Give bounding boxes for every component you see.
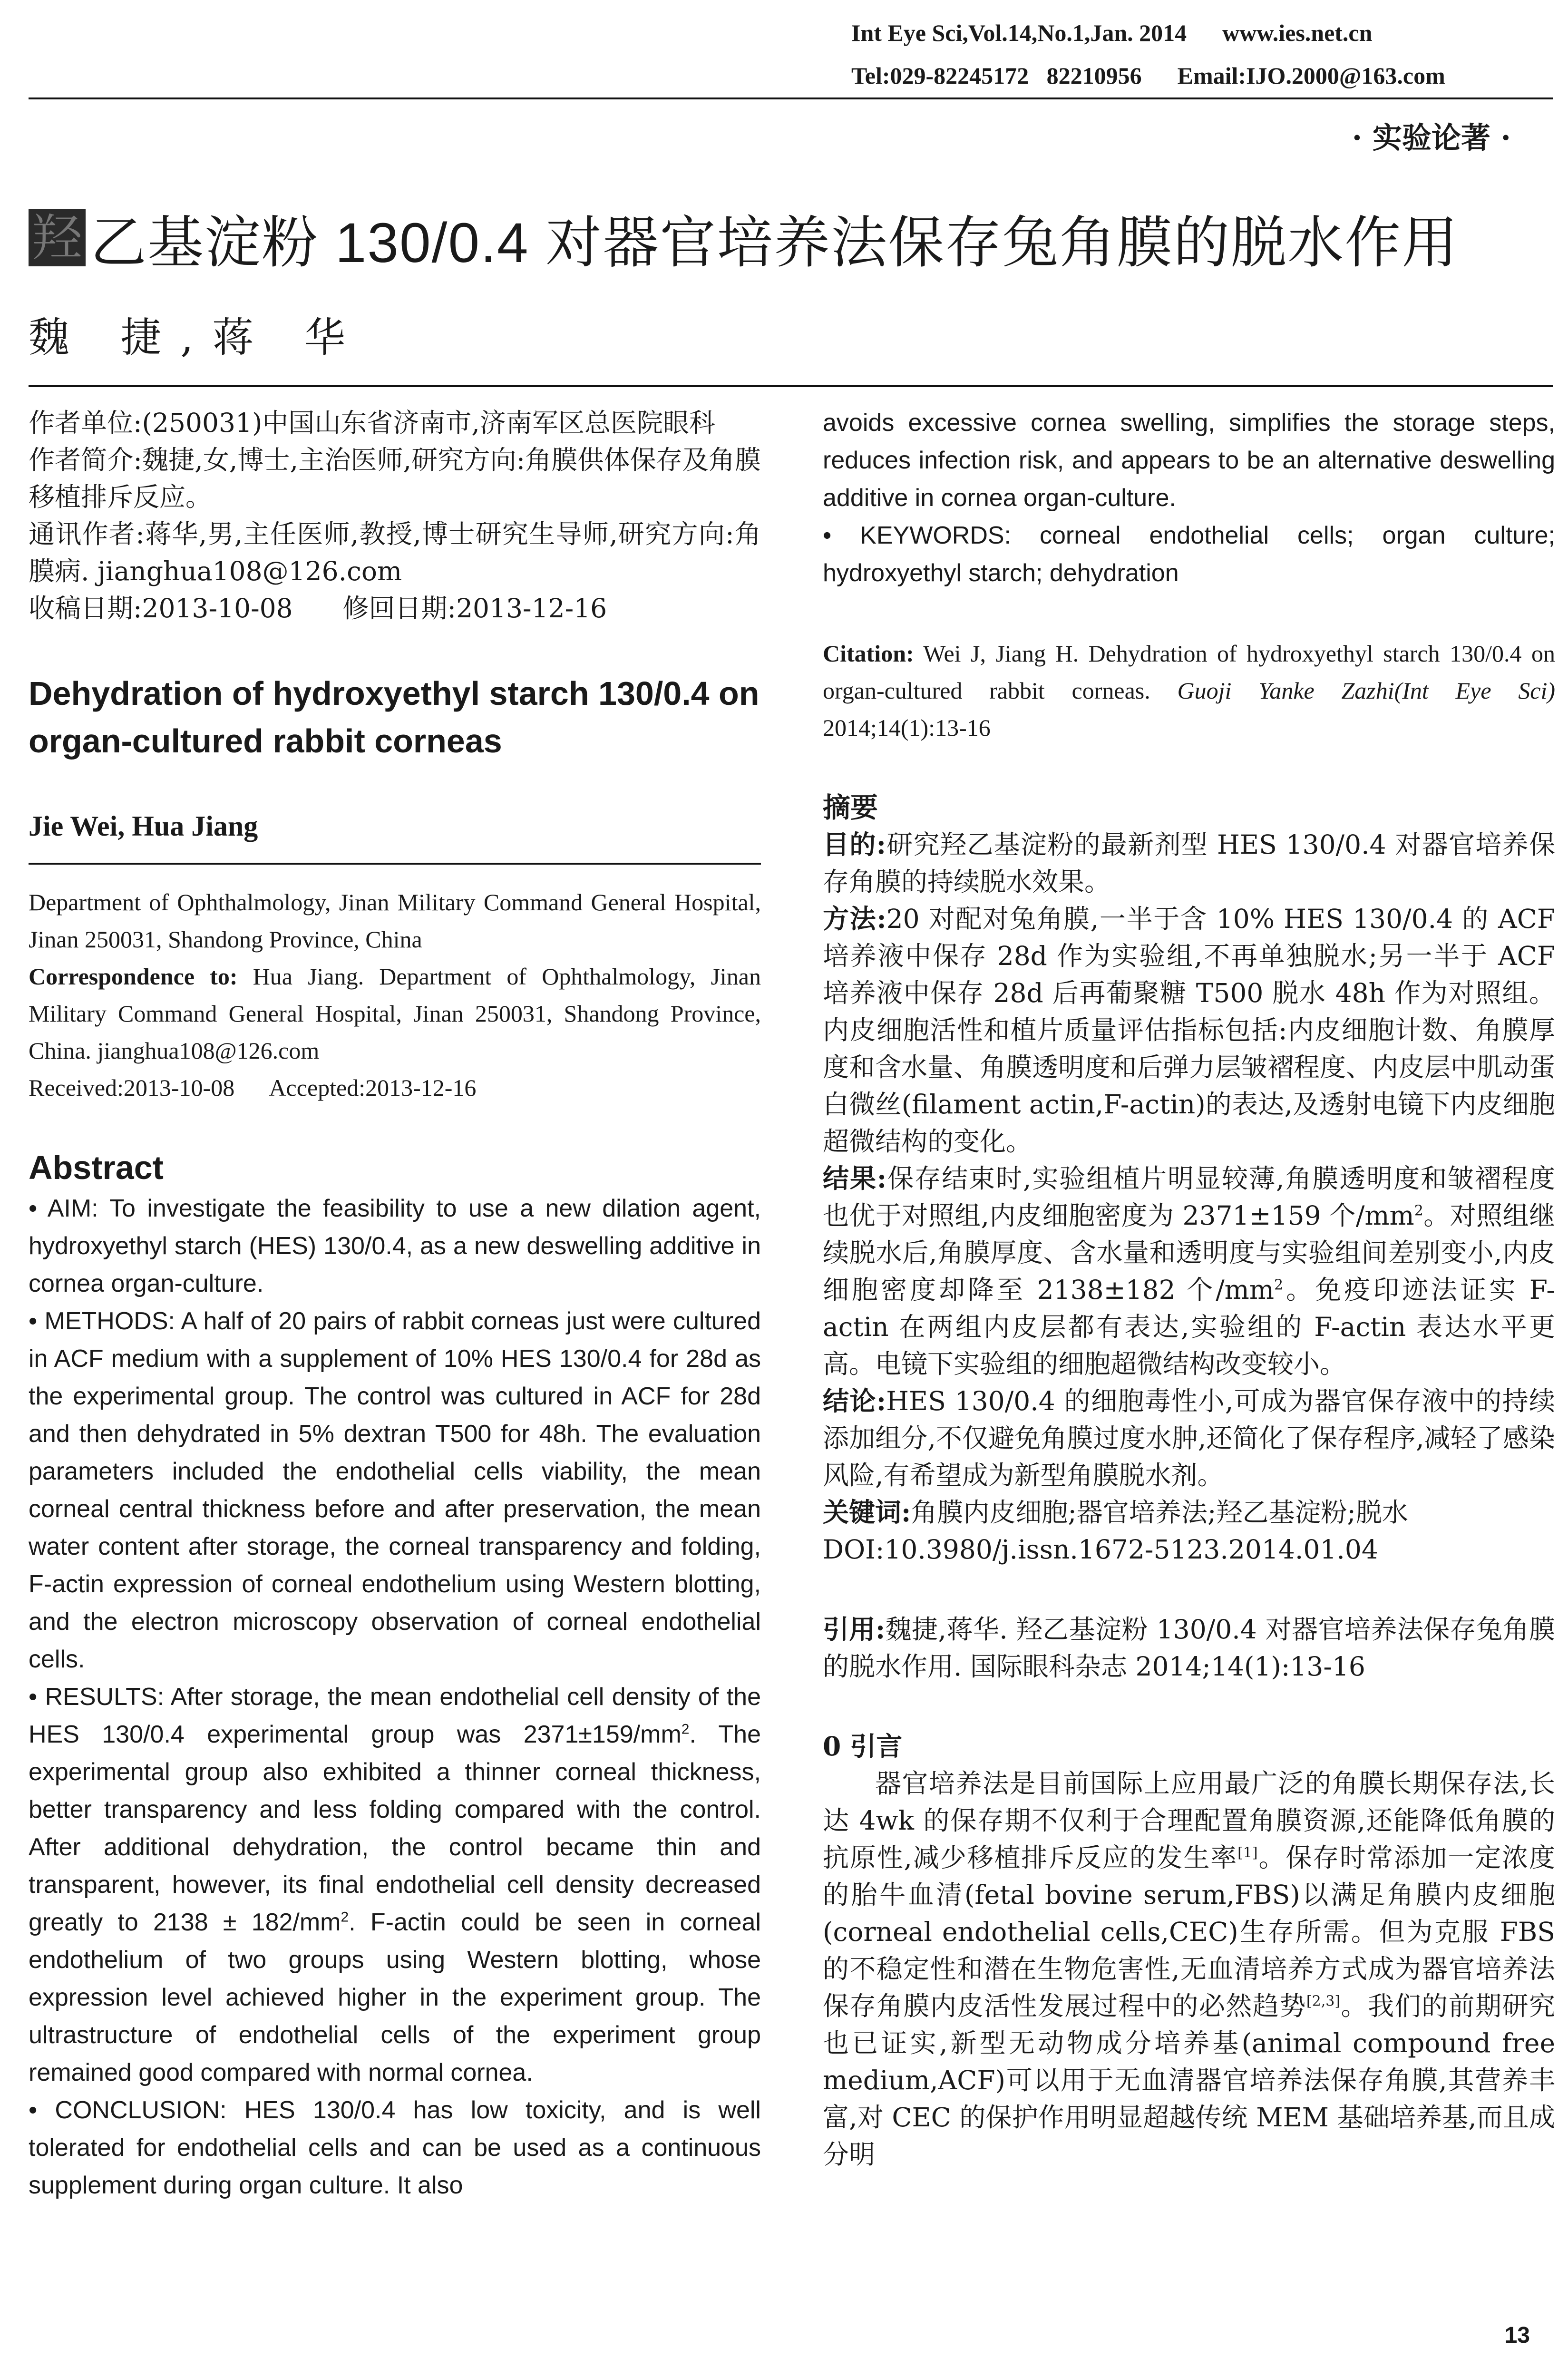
zh-abstract-heading: 摘要 [823, 791, 878, 824]
section-tag: · 实验论著 · [1352, 120, 1511, 155]
abstract-keywords: • KEYWORDS: corneal endothelial cells; organ culture; hydroxyethyl starch; dehydration [823, 522, 1555, 587]
zh-aim: 目的:研究羟乙基淀粉的最新剂型 HES 130/0.4 对器官培养保存角膜的持续脱水效果。 [823, 829, 1555, 897]
intro-paragraph: 器官培养法是目前国际上应用最广泛的角膜长期保存法,长达 4wk 的保存期不仅利于合理配置角膜资源,还能降低角膜的抗原性,减少移植排斥反应的发生率[1]。保存时常添加一定浓度的胎牛血清(fetal bovine serum,FBS)以满足角膜内皮细胞(corneal endothelial cells,CEC)生存所需。但为克服 FBS 的不稳定性和潜在生物危害性,无血清培养方式成为器官培养法保存角膜内皮活性发展过程中的必然趋势[2,3]。我们的前期研究也已证实,新型无动物成分培养基(animal compound free medium,ACF)可以用于无血清器官培养法保存角膜,其营养丰富,对 CEC 的保护作用明显超越传统 MEM 基础培养基,而且成分明 [823, 1768, 1555, 2170]
abstract-methods: • METHODS: A half of 20 pairs of rabbit corneas just were cultured in ACF medium with a supplement of 10% HES 130/0.4 for 28d as the experimental group. The control was cultured in ACF for 28d and then dehydrated in 5% dextran T500 for 48h. The evaluation parameters included the endothelial cells viability, the mean corneal central thickness before and after preservation, the mean water content after storage, the corneal transparency and folding, F-actin expression of corneal endothelium using Western blotting, and the electron microscopy observation of corneal endothelial cells. [29, 1307, 761, 1673]
zh-conclusion: 结论:HES 130/0.4 的细胞毒性小,可成为器官保存液中的持续添加组分,不仅避免角膜过度水肿,还简化了保存程序,减轻了感染风险,有希望成为新型角膜脱水剂。 [823, 1385, 1555, 1490]
correspondence [29, 958, 761, 1069]
left-column [29, 404, 761, 2204]
dates-zh: 收稿日期:2013-10-08 修回日期:2013-12-16 [29, 593, 607, 623]
zh-keywords: 关键词:角膜内皮细胞;器官培养法;羟乙基淀粉;脱水 [823, 1497, 1408, 1528]
abstract-aim: • AIM: To investigate the feasibility to use a new dilation agent, hydroxyethyl starch (HES) 130/0.4, as a new deswelling additive in cornea organ-culture. [29, 1195, 761, 1297]
journal-citation-line: Int Eye Sci,Vol.14,No.1,Jan. 2014 www.ies.net.cn [851, 19, 1373, 46]
english-authors: Jie Wei, Hua Jiang [29, 810, 258, 842]
right-column [823, 404, 1555, 2173]
intro-heading: 0 引言 [823, 1731, 903, 1762]
abstract-heading: Abstract [29, 1149, 164, 1186]
abstract-conclusion: • CONCLUSION: HES 130/0.4 has low toxicity, and is well tolerated for endothelial cells and can be used as a continuous supplement during organ culture. It also [29, 2096, 761, 2199]
author-affiliation-zh: 作者单位:(250031)中国山东省济南市,济南军区总医院眼科 [29, 408, 715, 438]
authors-rule [29, 863, 761, 865]
header-rule [29, 97, 1553, 99]
corresponding-author-zh: 通讯作者:蒋华,男,主任医师,教授,博士研究生导师,研究方向:角膜病. jianghua108@126.com [29, 519, 761, 586]
title-first-char-highlight: 羟 [29, 209, 86, 266]
english-affiliation: Department of Ophthalmology, Jinan Military Command General Hospital, Jinan 250031, Shandong Province, China [29, 889, 761, 953]
english-title: Dehydration of hydroxyethyl starch 130/0.4 on organ-cultured rabbit corneas [29, 675, 760, 760]
title-rule [29, 385, 1553, 387]
journal-contact-line: Tel:029-82245172 82210956 Email:IJO.2000@163.com [851, 62, 1445, 89]
zh-methods: 方法:20 对配对兔角膜,一半于含 10% HES 130/0.4 的 ACF 培养液中保存 28d 作为实验组,不再单独脱水;另一半于 ACF 培养液中保存 28d 后再葡聚糖 T500 脱水 48h 作为对照组。内皮细胞活性和植片质量评估指标包括:内皮细胞计数、角膜厚度和含水量、角膜透明度和后弹力层皱褶程度、内皮层中肌动蛋白微丝(filament actin,F-actin)的表达,及透射电镜下内皮细胞超微结构的变化。 [823, 903, 1556, 1157]
zh-citation: 引用:魏捷,蒋华. 羟乙基淀粉 130/0.4 对器官培养法保存兔角膜的脱水作用. 国际眼科杂志 2014;14(1):13-16 [823, 1614, 1555, 1682]
correspondence-label: Correspondence to: [29, 963, 238, 990]
doi: DOI:10.3980/j.issn.1672-5123.2014.01.04 [823, 1534, 1378, 1565]
authors-zh: 魏 捷,蒋 华 [29, 314, 365, 361]
page-number: 13 [1504, 2323, 1530, 2348]
author-bio-zh: 作者简介:魏捷,女,博士,主治医师,研究方向:角膜供体保存及角膜移植排斥反应。 [29, 445, 761, 512]
received-accepted: Received:2013-10-08 Accepted:2013-12-16 [29, 1074, 477, 1101]
zh-results: 结果:保存结束时,实验组植片明显较薄,角膜透明度和皱褶程度也优于对照组,内皮细胞密度为 2371±159 个$/mm^2$。对照组继续脱水后,角膜厚度、含水量和透明度与实验组间差别变小,内皮细胞密度却降至 2138±182 个$/mm^2$。免疫印迹法证实 F-actin 在两组内皮层都有表达,实验组的 F-actin 表达水平更高。电镜下实验组的细胞超微结构改变较小。 [823, 1163, 1555, 1379]
abstract-conclusion-cont: avoids excessive cornea swelling, simplifies the storage steps, reduces infection risk, and appears to be an alternative deswelling additive in cornea organ-culture. [823, 409, 1555, 512]
abstract-results: • RESULTS: After storage, the mean endothelial cell density of the HES 130/0.4 experimental group was $2371\pm 159/mm^2$. The experimental group also exhibited a thinner corneal thickness, better transparency and less folding compared with the control. After additional dehydration, the control became thin and transparent, however, its final endothelial cell density decreased greatly to $2138 \pm 182/mm^2$. F-actin could be seen in corneal endothelium of two groups using Western blotting, whose expression level achieved higher in the experiment group. The ultrastructure of endothelial cells of the experiment group remained good compared with normal cornea. [29, 1683, 761, 2086]
citation: Citation: Wei J, Jiang H. Dehydration of hydroxyethyl starch 130/0.4 on organ-cultured rabbit corneas. Guoji Yanke Zazhi(Int Eye Sci) 2014;14(1):13-16 [823, 640, 1555, 741]
citation-label: Citation: [823, 640, 914, 667]
title-text: 乙基淀粉 130/0.4 对器官培养法保存兔角膜的脱水作用 [90, 212, 1459, 274]
article-title [29, 195, 1560, 281]
correspondence-text: Hua Jiang. Department of Ophthalmology, Jinan Military Command General Hospital, Jinan 250031, Shandong Province, China. jianghua108@126.com [29, 963, 761, 1064]
